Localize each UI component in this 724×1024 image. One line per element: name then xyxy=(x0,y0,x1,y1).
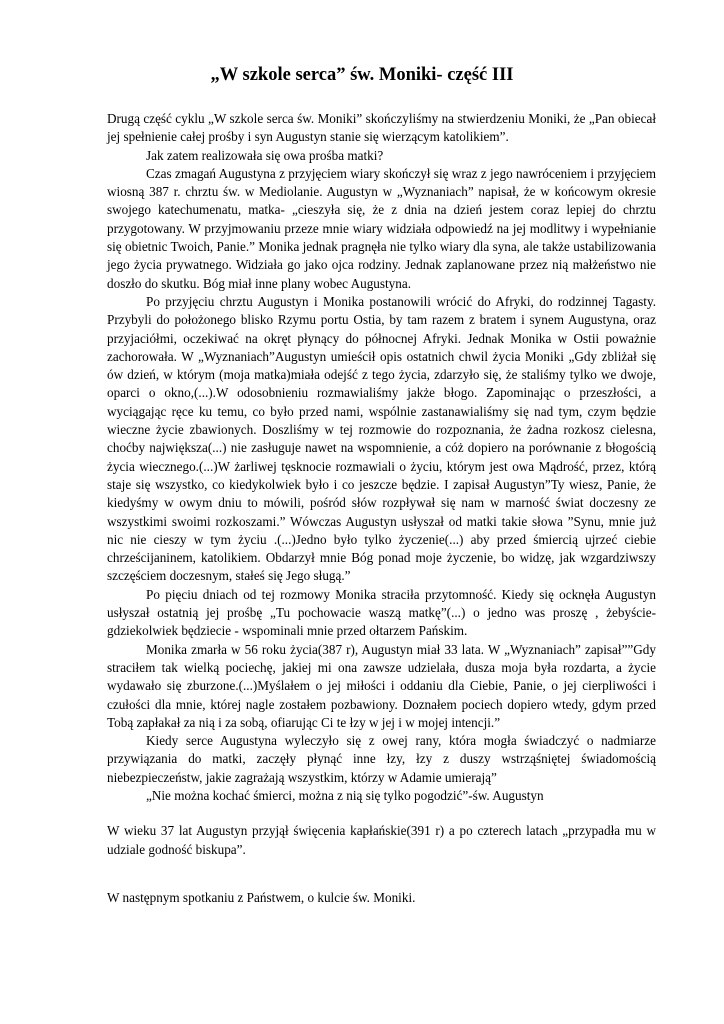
paragraph-last-request: Po pięciu dniach od tej rozmowy Monika straciła przytomność. Kiedy się ocknęła Augustyn usłyszał ostatnią jej prośbę „Tu pochowacie waszą matkę”(...) o jedno was proszę , żebyście-gdziekolwiek będziecie - wspominali mnie przed ołtarzem Pańskim. xyxy=(107,586,656,639)
paragraph-priesthood: W wieku 37 lat Augustyn przyjął święcenia kapłańskie(391 r) a po czterech latach „przypadła mu w udziale godność biskupa”. xyxy=(107,823,656,857)
paragraph-intro: Drugą część cyklu „W szkole serca św. Moniki” skończyliśmy na stwierdzeniu Moniki, że „Pan obiecał jej spełnienie całej prośby i syn Augustyn stanie się wierzącym katolikiem”. xyxy=(107,111,656,145)
paragraph-next-meeting: W następnym spotkaniu z Państwem, o kulcie św. Moniki. xyxy=(107,889,416,905)
paragraph-baptism: Czas zmagań Augustyna z przyjęciem wiary skończył się wraz z jego nawróceniem i przyjęciem wiosną 387 r. chrztu św. w Mediolanie. Augustyn w „Wyznaniach” napisał, że w końcowym okresie swojego katechumenatu, matka- „cieszyła się, że z dnia na dzień jestem coraz lepiej do chrztu przygotowany. W przyjmowaniu przeze mnie wiary widziała odpowiedź na jej modlitwy i wypełnianie się obietnic Twoich, Panie.” Monika jednak pragnęła nie tylko wiary dla syna, ale także ustabilizowania jego życia prywatnego. Widziała go jako ojca rodziny. Jednak zaplanowane przez nią małżeństwo nie doszło do skutku. Bóg miał inne plany wobec Augustyna. xyxy=(107,165,656,291)
page-title: „W szkole serca” św. Moniki- część III xyxy=(210,65,514,85)
document-body xyxy=(107,110,656,907)
paragraph-death: Monika zmarła w 56 roku życia(387 r), Augustyn miał 33 lata. W „Wyznaniach” zapisał””Gdy straciłem tak wielką pociechę, jakiej mi ona zawsze udzielała, dusza moja była rozdarta, a życie wydawało się zburzone.(...)Myślałem o jej miłości i oddaniu dla Ciebie, Panie, o jej cierpliwości i czułości dla mnie, której nagle zostałem pozbawiony. Doznałem pociech dopiero wtedy, gdym przed Tobą zapłakał za nią i za sobą, ofiarując Ci te łzy w jej i w mojej intencji.” xyxy=(107,641,656,730)
paragraph-healing: Kiedy serce Augustyna wyleczyło się z owej rany, która mogła świadczyć o nadmiarze przywiązania do matki, zaczęły płynąć inne łzy, łzy z duszy wstrząśniętej świadomością niebezpieczeństw, jakie zagrażają wszystkim, którzy w Adamie umierają” xyxy=(107,733,656,785)
paragraph-quote: „Nie można kochać śmierci, można z nią się tylko pogodzić”-św. Augustyn xyxy=(146,787,544,803)
paragraph-ostia: Po przyjęciu chrztu Augustyn i Monika postanowili wrócić do Afryki, do rodzinnej Tagasty. Przybyli do położonego blisko Rzymu portu Ostia, by tam razem z bratem i synem Augustyna, oraz przyjaciółmi, oczekiwać na okręt płynący do północnej Afryki. Jednak Monika w Ostii poważnie zachorowała. W „Wyznaniach”Augustyn umieścił opis ostatnich chwil życia Moniki „Gdy zbliżał się ów dzień, w którym (moja matka)miała odejść z tego życia, zdarzyło się, że staliśmy tylko we dwoje, oparci o okno,(...).W odosobnieniu rozmawialiśmy jakże błogo. Zapominając o przeszłości, a wyciągając ręce ku temu, co było przed nami, wspólnie zastanawialiśmy się nad tym, czym będzie wieczne życie zbawionych. Doszliśmy w tej rozmowie do rozpoznania, że żadna rozkosz cielesna, choćby największa(...) nie zasługuje nawet na wspomnienie, a cóż dopiero na porównanie z błogością życia wiecznego.(...)W żarliwej tęsknocie rozmawiali o życiu, którym jest owa Mądrość, przez, którą staje się wszystko, co kiedykolwiek było i co jeszcze będzie. I zapisał Augustyn”Ty wiesz, Panie, że kiedyśmy w owym dniu to mówili, pośród słów rozpływał się nam w marność świat doczesny ze wszystkimi swoimi rozkoszami.” Wówczas Augustyn usłyszał od matki takie słowa ”Synu, mnie już nic nie cieszy w tym życiu .(...)Jedno było tylko życzenie(...) aby przed śmiercią ujrzeć ciebie chrześcijaninem, katolikiem. Obdarzył mnie Bóg ponad moje życzenie, bo widzę, jak wzgardziwszy szczęściem doczesnym, stałeś się Jego sługą.” xyxy=(107,293,656,584)
paragraph-question: Jak zatem realizowała się owa prośba matki? xyxy=(146,147,384,163)
